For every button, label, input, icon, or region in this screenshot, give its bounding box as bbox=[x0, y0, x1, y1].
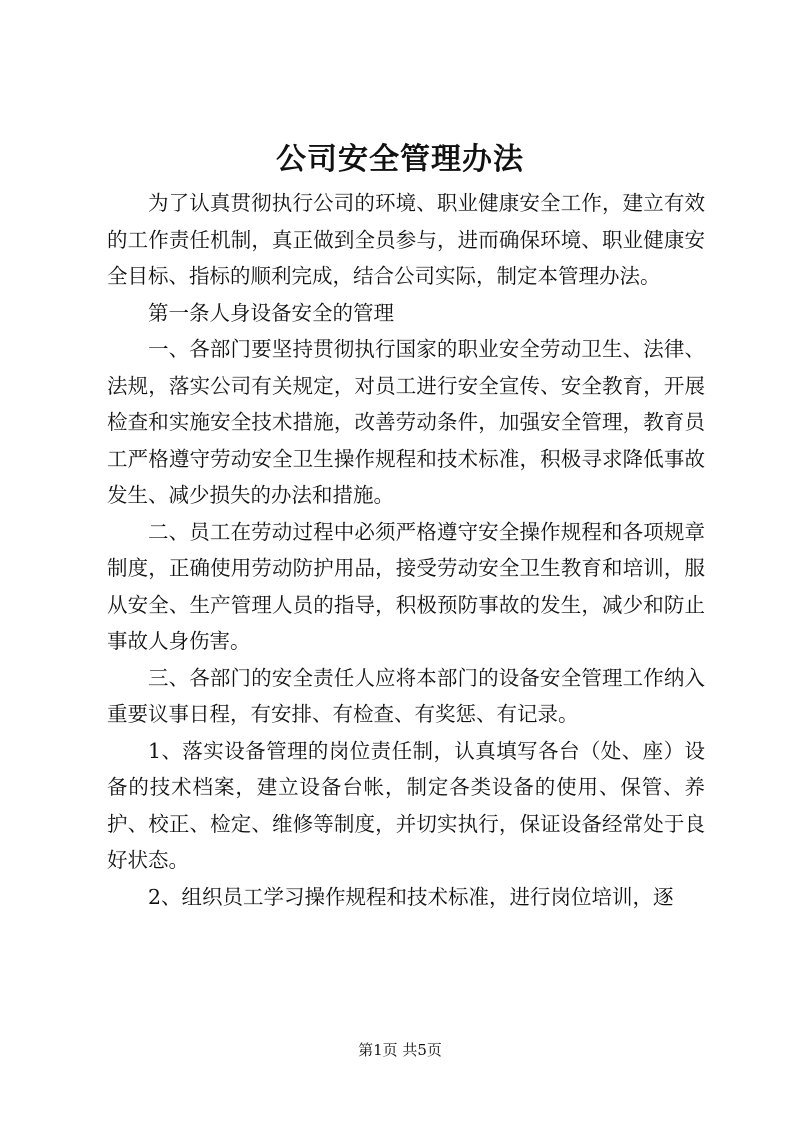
document-title: 公司安全管理办法 bbox=[276, 142, 524, 177]
document-body bbox=[107, 185, 705, 915]
paragraph-article-1-heading: 第一条人身设备安全的管理 bbox=[148, 300, 394, 325]
paragraph-clause-3: 三、各部门的安全责任人应将本部门的设备安全管理工作纳入重要议事日程，有安排、有检查、有奖惩、有记录。 bbox=[107, 665, 705, 726]
paragraph-item-1: 1、落实设备管理的岗位责任制，认真填写各台（处、座）设备的技术档案，建立设备台帐，制定各类设备的使用、保管、养护、校正、检定、维修等制度，并切实执行，保证设备经常处于良好状态。 bbox=[107, 738, 705, 872]
paragraph-item-2: 2、组织员工学习操作规程和技术标准，进行岗位培训，逐 bbox=[148, 884, 674, 909]
paragraph-intro: 为了认真贯彻执行公司的环境、职业健康安全工作，建立有效的工作责任机制，真正做到全员参与，进而确保环境、职业健康安全目标、指标的顺利完成，结合公司实际，制定本管理办法。 bbox=[107, 191, 705, 288]
page-footer: 第1页 共5页 bbox=[358, 1041, 442, 1059]
paragraph-clause-1: 一、各部门要坚持贯彻执行国家的职业安全劳动卫生、法律、法规，落实公司有关规定，对员工进行安全宣传、安全教育，开展检查和实施安全技术措施，改善劳动条件，加强安全管理，教育员工严格遵守劳动安全卫生操作规程和技术标准，积极寻求降低事故发生、减少损失的办法和措施。 bbox=[107, 337, 705, 507]
paragraph-clause-2: 二、员工在劳动过程中必须严格遵守安全操作规程和各项规章制度，正确使用劳动防护用品，接受劳动安全卫生教育和培训，服从安全、生产管理人员的指导，积极预防事故的发生，减少和防止事故人身伤害。 bbox=[107, 519, 705, 653]
